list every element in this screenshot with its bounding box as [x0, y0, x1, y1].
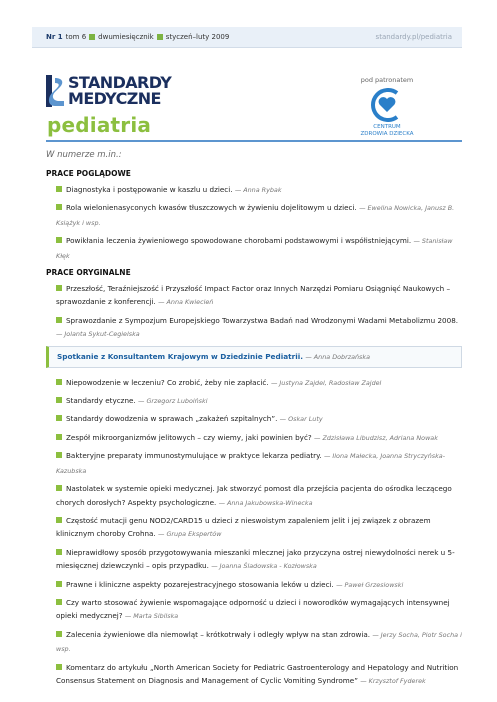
logo-mark-icon [46, 75, 66, 107]
section-title: PRACE POGLĄDOWE [46, 169, 131, 178]
journal-logo [46, 75, 246, 107]
article-author: — Ilona Małecka, Joanna Stryczyńska-Kazubska [56, 452, 446, 475]
article-author: — Jolanta Sykut-Cegielska [56, 330, 140, 339]
article-title: Zespół mikroorganizmów jelitowych – czy wiemy, jaki powinien być? [66, 432, 312, 442]
issue-number: Nr 1 [46, 33, 63, 41]
square-bullet-icon [56, 237, 62, 243]
article-item[interactable] [46, 514, 462, 542]
patronage-org-line-1: CENTRUM [373, 124, 401, 130]
article-title: Zalecenia żywieniowe dla niemowląt – krótkotrwały i odległy wpływ na stan zdrowia. [66, 629, 371, 639]
article-item[interactable] [46, 412, 462, 426]
article-author: — Joanna Śladowska - Kozłowska [211, 562, 317, 571]
article-item[interactable] [46, 376, 462, 390]
article-author: — Grupa Ekspertów [158, 530, 222, 539]
square-bullet-icon [56, 379, 62, 385]
article-item[interactable] [46, 596, 462, 624]
volume: tom 6 [65, 33, 87, 41]
article-title: Rola wielonienasyconych kwasów tłuszczowych w żywieniu dojelitowym u dzieci. [66, 203, 357, 213]
article-title: Przeszłość, Teraźniejszość i Przyszłość Impact Factor oraz Innych Narzędzi Pomiaru Osiągnięć Naukowych – sprawozdanie z konferencji. [56, 284, 451, 307]
article-author: — Jerzy Socha, Piotr Socha i wsp. [56, 630, 462, 654]
square-bullet-icon [56, 186, 62, 192]
article-item[interactable] [46, 234, 462, 263]
featured-article[interactable] [46, 346, 462, 368]
article-item[interactable] [46, 314, 462, 342]
article-title: Częstość mutacji genu NOD2/CARD15 u dzieci z nieswoistym zapaleniem jelit i jej związek z obrazem klinicznym choroby Crohna. [56, 515, 431, 539]
patronage-block [356, 76, 418, 138]
site-url[interactable]: standardy.pl/pediatria [375, 33, 452, 41]
square-bullet-icon [56, 599, 62, 605]
square-bullet-icon [56, 317, 62, 323]
article-item[interactable] [46, 394, 462, 408]
article-author: — Justyna Zajdel, Radosław Zajdel [270, 378, 382, 387]
article-title: Standardy dowodzenia w sprawach „zakażeń szpitalnych”. [66, 414, 278, 424]
article-item[interactable] [46, 482, 462, 510]
article-author: — Anna Jakubowska-Winecka [218, 498, 313, 507]
article-item[interactable] [46, 546, 462, 574]
article-item[interactable] [46, 201, 462, 230]
section-title: PRACE ORYGINALNE [46, 268, 131, 278]
article-title: Niepowodzenie w leczeniu? Co zrobić, żeby nie zapłacić. [66, 377, 269, 387]
article-title: Diagnostyka i postępowanie w kaszlu u dzieci. [66, 185, 233, 194]
article-author: — Anna Kwiecień [158, 298, 214, 307]
intro-text: W numerze m.in.: [46, 150, 122, 160]
header-bar [32, 27, 462, 48]
patronage-org-line-2: ZDROWIA DZIECKA [360, 131, 414, 137]
issue-date: styczeń–luty 2009 [165, 33, 230, 41]
article-author: — Zdzisława Libudzisz, Adriana Nowak [314, 433, 438, 442]
frequency: dwumiesięcznik [98, 33, 154, 41]
featured-title: Spotkanie z Konsultantem Krajowym w Dziedzinie Pediatrii. [57, 351, 304, 361]
article-item[interactable] [46, 183, 462, 197]
featured-author: — Anna Dobrzańska [305, 352, 370, 361]
square-bullet-icon [56, 434, 62, 440]
article-item[interactable] [46, 661, 462, 689]
article-title: Nieprawidłowy sposób przygotowywania mieszanki mlecznej jako przyczyna ostrej niewydolności nerek u 5-miesięcznej dziewczynki – opis przypadku. [56, 547, 455, 571]
square-bullet-icon [56, 415, 62, 421]
article-item[interactable] [46, 578, 462, 592]
square-bullet-icon [89, 34, 95, 40]
article-author: — Grzegorz Luboiński [138, 397, 208, 406]
issue-info [46, 33, 229, 41]
square-bullet-icon [56, 664, 62, 670]
article-author: — Stanisław Kłęk [56, 237, 453, 260]
article-title: Prawne i kliniczne aspekty pozarejestracyjnego stosowania leków u dzieci. [66, 579, 334, 589]
square-bullet-icon [56, 581, 62, 587]
article-author: — Ewelina Nowicka, Janusz B. Książyk i wsp. [56, 204, 455, 227]
square-bullet-icon [56, 397, 62, 403]
logo-line-2: MEDYCZNE [68, 89, 161, 108]
article-item[interactable] [46, 449, 462, 478]
contents-list [46, 150, 462, 692]
header-divider [46, 140, 462, 142]
article-author: — Marta Sibilska [124, 612, 179, 621]
article-item[interactable] [46, 628, 462, 657]
article-title: Standardy etyczne. [66, 396, 136, 406]
journal-subtitle: pediatria [47, 113, 152, 137]
patronage-label: pod patronatem [360, 76, 414, 84]
square-bullet-icon [56, 517, 62, 523]
square-bullet-icon [157, 34, 163, 40]
square-bullet-icon [56, 631, 62, 637]
article-title: Powikłania leczenia żywieniowego spowodowane chorobami podstawowymi i współistniejącymi. [66, 236, 412, 246]
square-bullet-icon [56, 204, 62, 210]
article-author: — Paweł Grzesiowski [336, 580, 404, 589]
article-title: Czy warto stosować żywienie wspomagające odporność u dzieci i noworodków wymagających intensywnej opieki medycznej? [56, 597, 450, 621]
square-bullet-icon [56, 549, 62, 555]
logo-line-1: STANDARDY [68, 73, 172, 92]
article-item[interactable] [46, 431, 462, 445]
article-item[interactable] [46, 282, 462, 310]
article-author: — Oskar Luty [279, 415, 323, 424]
article-title: Nastolatek w systemie opieki medycznej. Jak stworzyć pomost dla przejścia pacjenta do ośrodka leczącego chorych dorosłych? Aspekty psychologiczne. [56, 484, 452, 507]
article-title: Sprawozdanie z Sympozjum Europejskiego Towarzystwa Badań nad Wrodzonymi Wadami Metabolizmu 2008. [66, 315, 459, 325]
square-bullet-icon [56, 285, 62, 291]
square-bullet-icon [56, 452, 62, 458]
article-title: Bakteryjne preparaty immunostymulujące w praktyce lekarza pediatry. [66, 451, 322, 461]
article-author: — Krzysztof Fyderek [360, 676, 426, 685]
article-author: — Anna Rybak [234, 186, 282, 194]
article-title: Komentarz do artykułu „North American Society for Pediatric Gastroenterology and Hepatology and Nutrition Consensus Statement on Diagnosis and Management of Cyclic Vomiting Syndrome” [56, 662, 459, 685]
square-bullet-icon [56, 485, 62, 491]
czd-heart-logo-icon [367, 88, 407, 122]
